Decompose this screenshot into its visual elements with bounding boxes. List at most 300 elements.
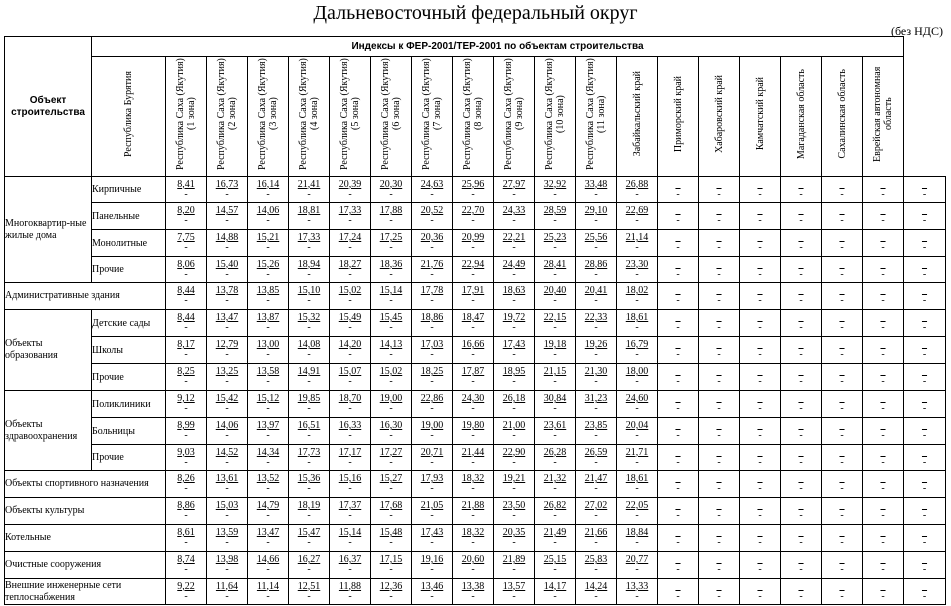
index-value: 17,15 <box>379 554 403 565</box>
index-cell <box>289 203 330 230</box>
index-cell <box>371 391 412 418</box>
dash-mark: - <box>307 322 311 333</box>
index-value: _ <box>880 178 886 190</box>
dash-mark: - <box>430 483 434 494</box>
index-cell <box>576 498 617 525</box>
dash-mark: - <box>389 537 393 548</box>
dash-mark: - <box>512 215 516 226</box>
dash-mark: - <box>184 268 188 280</box>
index-value: 17,27 <box>379 446 403 458</box>
table-row <box>5 203 946 230</box>
index-cell <box>371 177 412 203</box>
index-cell <box>699 552 740 579</box>
index-value: 18,81 <box>297 205 321 216</box>
index-value: _ <box>839 178 845 190</box>
index-cell <box>699 364 740 391</box>
index-cell <box>863 177 904 203</box>
index-cell <box>248 177 289 203</box>
index-value: 20,04 <box>625 420 649 431</box>
index-cell <box>248 391 289 418</box>
index-cell <box>863 391 904 418</box>
dash-mark: - <box>758 564 762 575</box>
index-value: 15,45 <box>379 312 403 323</box>
index-cell <box>166 498 207 525</box>
index-cell <box>904 579 946 605</box>
index-value: _ <box>675 554 681 565</box>
index-value: 14,13 <box>379 339 403 350</box>
index-value: 15,10 <box>297 285 321 296</box>
region-name: Республика Саха (Якутия) (10 зона) <box>544 58 566 170</box>
index-cell <box>863 579 904 605</box>
index-cell <box>207 364 248 391</box>
dash-mark: - <box>225 188 229 200</box>
index-value: 21,49 <box>543 527 567 538</box>
dash-mark: - <box>717 349 721 360</box>
dash-mark: - <box>758 295 762 306</box>
index-cell <box>781 418 822 445</box>
index-cell <box>453 552 494 579</box>
object-subtype: Прочие <box>92 364 166 391</box>
dash-mark: - <box>676 242 680 253</box>
index-cell <box>207 310 248 337</box>
index-value: _ <box>675 420 681 431</box>
index-cell <box>494 471 535 498</box>
dash-mark: - <box>348 188 352 200</box>
index-cell <box>535 364 576 391</box>
table-row <box>5 579 946 605</box>
object-category: Многоквартир-ные жилые дома <box>5 177 92 283</box>
index-cell <box>494 552 535 579</box>
index-value: 15,07 <box>338 366 362 377</box>
index-value: 21,30 <box>584 366 608 377</box>
dash-mark: - <box>676 590 680 602</box>
index-cell <box>330 310 371 337</box>
index-value: 20,35 <box>502 527 526 538</box>
region-header <box>617 57 658 177</box>
index-cell <box>863 471 904 498</box>
dash-mark: - <box>840 242 844 253</box>
dash-mark: - <box>799 430 803 441</box>
index-value: _ <box>716 500 722 511</box>
index-value: _ <box>839 527 845 538</box>
dash-mark: - <box>922 403 927 414</box>
index-value: 13,46 <box>420 580 444 592</box>
index-cell <box>699 257 740 283</box>
index-cell <box>781 471 822 498</box>
index-value: 26,18 <box>502 393 526 404</box>
dash-mark: - <box>635 295 639 306</box>
index-cell <box>658 391 699 418</box>
object-category: Котельные <box>5 525 166 552</box>
index-value: 28,59 <box>543 205 567 216</box>
dash-mark: - <box>184 510 188 521</box>
index-cell <box>658 418 699 445</box>
index-value: 14,91 <box>297 366 321 377</box>
index-value: 20,99 <box>461 232 485 243</box>
dash-mark: - <box>676 188 680 200</box>
index-table <box>4 36 946 605</box>
dash-mark: - <box>840 215 844 226</box>
index-value: _ <box>880 527 886 538</box>
dash-mark: - <box>758 188 762 200</box>
index-value: 11,64 <box>215 580 239 592</box>
index-value: 18,19 <box>297 500 321 511</box>
dash-mark: - <box>635 376 639 387</box>
index-value: 8,74 <box>177 554 195 565</box>
dash-mark: - <box>430 376 434 387</box>
index-cell <box>412 445 453 471</box>
index-value: 8,20 <box>177 205 195 216</box>
index-value: 17,91 <box>461 285 485 296</box>
dash-mark: - <box>635 537 639 548</box>
index-value: 21,88 <box>461 500 485 511</box>
region-header <box>494 57 535 177</box>
dash-mark: - <box>922 537 927 548</box>
dash-mark: - <box>676 483 680 494</box>
index-cell <box>658 230 699 257</box>
dash-mark: - <box>471 242 475 253</box>
index-cell <box>289 364 330 391</box>
dash-mark: - <box>676 295 680 306</box>
index-cell <box>617 230 658 257</box>
index-value: 15,47 <box>297 527 321 538</box>
index-value: 13,52 <box>256 473 280 484</box>
index-value: 14,34 <box>256 446 280 458</box>
dash-mark: - <box>430 590 434 602</box>
index-cell <box>289 579 330 605</box>
region-header <box>576 57 617 177</box>
index-value: 8,44 <box>177 285 195 296</box>
index-value: 18,27 <box>338 258 362 270</box>
index-cell <box>412 552 453 579</box>
dash-mark: - <box>266 268 270 280</box>
index-cell <box>412 230 453 257</box>
index-cell <box>330 498 371 525</box>
index-value: 13,85 <box>256 285 280 296</box>
index-cell <box>740 498 781 525</box>
index-value: _ <box>675 580 681 592</box>
dash-mark: - <box>348 590 352 602</box>
index-cell <box>371 230 412 257</box>
index-value: _ <box>922 366 927 377</box>
index-value: 17,17 <box>338 446 362 458</box>
dash-mark: - <box>389 456 393 468</box>
index-cell <box>863 283 904 310</box>
index-cell <box>371 310 412 337</box>
index-cell <box>740 579 781 605</box>
region-header <box>92 57 166 177</box>
index-value: 24,60 <box>625 393 649 404</box>
index-cell <box>740 445 781 471</box>
dash-mark: - <box>225 430 229 441</box>
table-row <box>5 418 946 445</box>
index-value: 9,12 <box>177 393 195 404</box>
index-value: 8,26 <box>177 473 195 484</box>
index-value: _ <box>675 446 681 458</box>
dash-mark: - <box>389 242 393 253</box>
dash-mark: - <box>717 322 721 333</box>
object-category: Объекты спортивного назначения <box>5 471 166 498</box>
index-cell <box>904 525 946 552</box>
dash-mark: - <box>430 295 434 306</box>
index-value: 31,23 <box>584 393 608 404</box>
index-value: 32,92 <box>543 178 567 190</box>
region-header <box>371 57 412 177</box>
index-cell <box>658 498 699 525</box>
index-cell <box>412 177 453 203</box>
index-value: 25,15 <box>543 554 567 565</box>
dash-mark: - <box>881 242 885 253</box>
dash-mark: - <box>307 242 311 253</box>
index-value: _ <box>675 205 681 216</box>
dash-mark: - <box>430 456 434 468</box>
dash-mark: - <box>676 349 680 360</box>
index-value: 22,15 <box>543 312 567 323</box>
index-cell <box>371 283 412 310</box>
index-value: _ <box>716 312 722 323</box>
index-value: _ <box>675 178 681 190</box>
index-value: _ <box>922 178 927 190</box>
index-value: 19,00 <box>379 393 403 404</box>
dash-mark: - <box>881 430 885 441</box>
index-value: _ <box>757 285 763 296</box>
index-value: _ <box>880 473 886 484</box>
index-value: 23,50 <box>502 500 526 511</box>
dash-mark: - <box>512 295 516 306</box>
dash-mark: - <box>881 537 885 548</box>
index-cell <box>371 364 412 391</box>
dash-mark: - <box>799 188 803 200</box>
index-cell <box>248 498 289 525</box>
index-value: _ <box>880 285 886 296</box>
index-value: 26,88 <box>625 178 649 190</box>
index-value: 11,88 <box>338 580 362 592</box>
index-cell <box>330 364 371 391</box>
index-cell <box>822 230 863 257</box>
index-value: 13,59 <box>215 527 239 538</box>
index-cell <box>412 310 453 337</box>
index-cell <box>576 471 617 498</box>
index-cell <box>166 364 207 391</box>
index-cell <box>904 283 946 310</box>
index-value: 16,33 <box>338 420 362 431</box>
dash-mark: - <box>512 376 516 387</box>
region-header <box>166 57 207 177</box>
dash-mark: - <box>840 456 844 468</box>
index-cell <box>371 445 412 471</box>
index-value: _ <box>922 473 927 484</box>
index-value: _ <box>839 473 845 484</box>
index-value: 11,14 <box>256 580 280 592</box>
index-cell <box>781 337 822 364</box>
index-value: 21,89 <box>502 554 526 565</box>
index-value: 22,05 <box>625 500 649 511</box>
index-value: 20,71 <box>420 446 444 458</box>
dash-mark: - <box>799 537 803 548</box>
index-value: 17,73 <box>297 446 321 458</box>
index-cell <box>166 552 207 579</box>
index-cell <box>863 203 904 230</box>
index-value: 33,48 <box>584 178 608 190</box>
region-name: Забайкальский край <box>631 71 643 157</box>
dash-mark: - <box>389 268 393 280</box>
dash-mark: - <box>430 242 434 253</box>
index-cell <box>617 257 658 283</box>
dash-mark: - <box>184 322 188 333</box>
dash-mark: - <box>676 456 680 468</box>
dash-mark: - <box>225 510 229 521</box>
index-cell <box>330 203 371 230</box>
object-subtype: Детские сады <box>92 310 166 337</box>
index-value: _ <box>839 393 845 404</box>
index-value: _ <box>675 527 681 538</box>
index-cell <box>658 310 699 337</box>
dash-mark: - <box>553 295 557 306</box>
dash-mark: - <box>799 242 803 253</box>
index-value: _ <box>798 554 804 565</box>
index-cell <box>289 230 330 257</box>
dash-mark: - <box>635 564 639 575</box>
index-cell <box>740 364 781 391</box>
index-value: _ <box>716 446 722 458</box>
dash-mark: - <box>799 322 803 333</box>
index-value: 26,28 <box>543 446 567 458</box>
dash-mark: - <box>389 295 393 306</box>
object-category: Объекты здравоохранения <box>5 391 92 471</box>
dash-mark: - <box>266 215 270 226</box>
dash-mark: - <box>389 590 393 602</box>
region-name: Республика Саха (Якутия) (9 зона) <box>503 58 525 170</box>
index-value: _ <box>757 554 763 565</box>
dash-mark: - <box>717 483 721 494</box>
dash-mark: - <box>266 537 270 548</box>
index-value: 17,33 <box>297 232 321 243</box>
index-cell <box>207 177 248 203</box>
dash-mark: - <box>799 268 803 280</box>
region-header <box>699 57 740 177</box>
dash-mark: - <box>594 242 598 253</box>
index-cell <box>330 337 371 364</box>
index-value: 19,26 <box>584 339 608 350</box>
index-value: _ <box>757 500 763 511</box>
index-cell <box>166 337 207 364</box>
index-value: _ <box>798 178 804 190</box>
index-cell <box>289 257 330 283</box>
dash-mark: - <box>389 510 393 521</box>
dash-mark: - <box>266 510 270 521</box>
dash-mark: - <box>922 456 927 468</box>
index-cell <box>453 579 494 605</box>
index-value: 17,33 <box>338 205 362 216</box>
index-value: 9,22 <box>177 580 195 592</box>
index-value: 21,15 <box>543 366 567 377</box>
region-name: Республика Саха (Якутия) (2 зона) <box>216 58 238 170</box>
index-value: _ <box>757 473 763 484</box>
dash-mark: - <box>676 215 680 226</box>
index-value: _ <box>675 312 681 323</box>
dash-mark: - <box>307 564 311 575</box>
index-value: 18,47 <box>461 312 485 323</box>
dash-mark: - <box>717 242 721 253</box>
dash-mark: - <box>266 430 270 441</box>
dash-mark: - <box>471 322 475 333</box>
index-cell <box>904 257 946 283</box>
index-value: _ <box>716 232 722 243</box>
index-value: 13,47 <box>215 312 239 323</box>
index-value: 15,02 <box>338 285 362 296</box>
index-cell <box>699 418 740 445</box>
index-value: 21,71 <box>625 446 649 458</box>
index-cell <box>658 579 699 605</box>
dash-mark: - <box>348 322 352 333</box>
region-header <box>658 57 699 177</box>
index-value: _ <box>922 580 927 592</box>
index-value: 24,30 <box>461 393 485 404</box>
dash-mark: - <box>512 349 516 360</box>
index-cell <box>699 471 740 498</box>
dash-mark: - <box>881 215 885 226</box>
dash-mark: - <box>430 349 434 360</box>
index-value: 16,66 <box>461 339 485 350</box>
index-cell <box>699 337 740 364</box>
dash-mark: - <box>307 430 311 441</box>
index-value: 15,49 <box>338 312 362 323</box>
index-value: _ <box>757 312 763 323</box>
index-cell <box>863 310 904 337</box>
index-value: _ <box>880 339 886 350</box>
dash-mark: - <box>348 376 352 387</box>
index-value: 19,00 <box>420 420 444 431</box>
index-cell <box>330 579 371 605</box>
index-cell <box>699 498 740 525</box>
index-cell <box>781 283 822 310</box>
dash-mark: - <box>922 295 927 306</box>
index-value: 13,57 <box>502 580 526 592</box>
region-header <box>289 57 330 177</box>
dash-mark: - <box>799 403 803 414</box>
index-cell <box>207 337 248 364</box>
dash-mark: - <box>840 483 844 494</box>
dash-mark: - <box>717 590 721 602</box>
index-cell <box>166 471 207 498</box>
dash-mark: - <box>348 268 352 280</box>
index-cell <box>289 471 330 498</box>
dash-mark: - <box>430 268 434 280</box>
index-cell <box>617 418 658 445</box>
index-cell <box>576 579 617 605</box>
index-cell <box>535 445 576 471</box>
dash-mark: - <box>676 537 680 548</box>
index-cell <box>494 337 535 364</box>
dash-mark: - <box>389 188 393 200</box>
index-cell <box>330 525 371 552</box>
dash-mark: - <box>471 510 475 521</box>
index-value: 15,14 <box>338 527 362 538</box>
index-cell <box>863 525 904 552</box>
region-header <box>330 57 371 177</box>
index-cell <box>904 177 946 203</box>
dash-mark: - <box>840 349 844 360</box>
index-value: _ <box>839 554 845 565</box>
dash-mark: - <box>266 456 270 468</box>
index-value: 19,72 <box>502 312 526 323</box>
dash-mark: - <box>922 510 927 521</box>
index-value: _ <box>716 205 722 216</box>
index-cell <box>699 310 740 337</box>
dash-mark: - <box>676 376 680 387</box>
index-value: 7,75 <box>177 232 195 243</box>
index-cell <box>166 418 207 445</box>
